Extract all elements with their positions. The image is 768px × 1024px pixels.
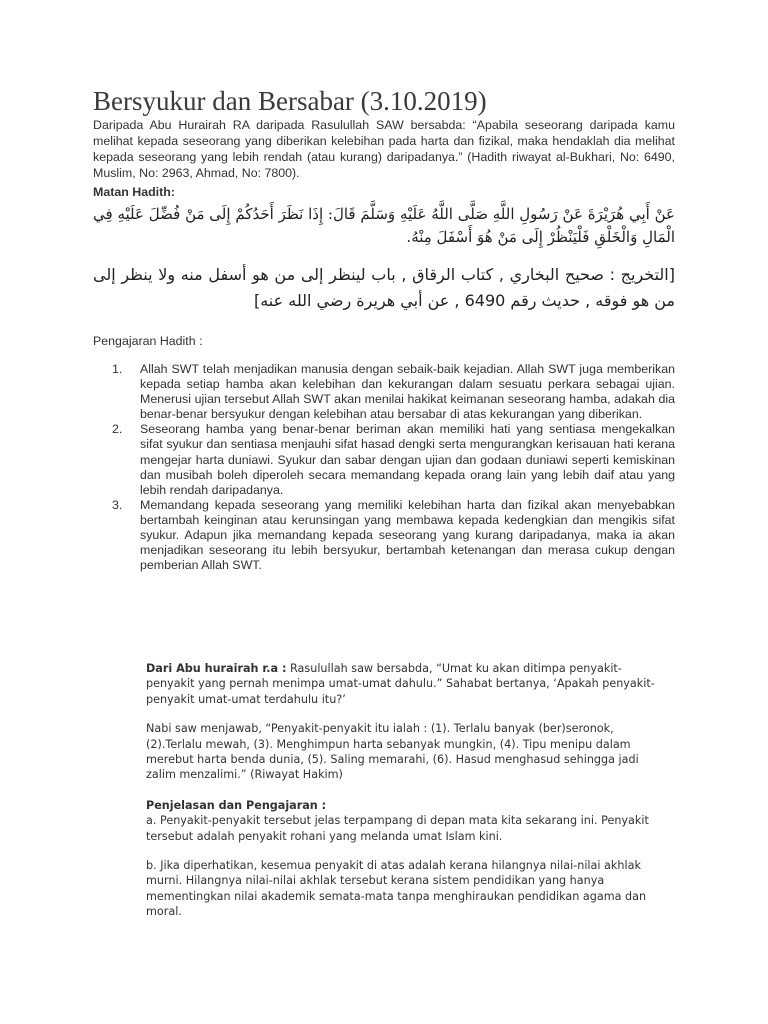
list-item-number: 2.: [112, 422, 123, 437]
arabic-hadith-text: عَنْ أَبِي هُرَيْرَةَ عَنْ رَسُولِ اللَّهِ صَلَّى اللَّهُ عَلَيْهِ وَسَلَّمَ قَالَ: إِذَا نَظَرَ أَحَدُكُمْ إِلَى مَنْ فُضِّلَ عَلَيْهِ فِي الْمَالِ وَالْخَلْقِ فَلْيَنْظُرْ إِلَى مَنْ هُوَ أَسْفَلَ مِنْهُ.: [93, 205, 675, 246]
list-item: [112, 362, 675, 422]
point-b-paragraph: b. Jika diperhatikan, kesemua penyakit di atas adalah kerana hilangnya nilai-nilai akhlak murni. Hilangnya nilai-nilai akhlak tersebut kerana sistem pendidikan yang hanya mementingkan nilai akademik semata-mata tanpa menghiraukan pendidikan agama dan moral.: [146, 859, 647, 919]
penjelasan-heading: Penjelasan dan Pengajaran :: [146, 798, 327, 812]
list-item-text: Allah SWT telah menjadikan manusia dengan sebaik-baik kejadian. Allah SWT juga memberikan kepada setiap hamba akan kelebihan dan kekurangan dalam sesuatu perkara sebagai ujian. Menerusi ujian tersebut Allah SWT akan menilai hakikat keimanan seseorang hamba, adakah dia benar-benar bersyukur dengan kelebihan atau bersabar di atas kekurangan yang diberikan.: [140, 362, 675, 422]
second-hadith-section: [146, 661, 666, 920]
list-item-number: 1.: [112, 362, 123, 376]
list-item-text: Seseorang hamba yang benar-benar beriman akan memiliki hati yang sentiasa mengekalkan sifat syukur dan sentiasa menjauhi sifat hasad dengki serta mengurangkan kerisauan hati kerana mengejar harta duniawi. Syukur dan sabar dengan ujian dan godaan duniawi seperti kemiskinan dan musibah boleh diperoleh secara memandang kepada orang lain yang lebih daif atau yang lebih rendah daripadanya.: [140, 422, 675, 497]
list-item-number: 3.: [112, 497, 123, 512]
second-hadith-lead: [146, 661, 666, 707]
nabi-reply-paragraph: Nabi saw menjawab, “Penyakit-penyakit itu ialah : (1). Terlalu banyak (ber)seronok, (2).Terlalu mewah, (3). Menghimpun harta sebanyak mungkin, (4). Tipu menipu dalam merebut harta benda dunia, (5). Saling memarahi, (6). Hasud menghasud sehingga jadi zalim menzalimi.” (Riwayat Hakim): [146, 722, 639, 782]
document-title: Bersyukur dan Bersabar (3.10.2019): [93, 86, 487, 116]
arabic-takhrij-text: [التخريج : صحيح البخاري , كتاب الرقاق , باب لينظر إلى من هو أسفل منه ولا ينظر إلى من هو فوقه , حديث رقم 6490 , عن أبي هريرة رضي الله عنه]: [93, 265, 675, 310]
pengajaran-list: [112, 362, 675, 573]
narrator-label: Dari Abu hurairah r.a :: [146, 662, 287, 675]
hadith-lead-text: Rasulullah saw bersabda, “Umat ku akan ditimpa penyakit-penyakit yang pernah menimpa umat-umat dahulu.” Sahabat bertanya, ‘Apakah penyakit-penyakit umat-umat terdahulu itu?’: [146, 662, 655, 706]
matan-hadith-heading: Matan Hadith:: [93, 185, 175, 199]
list-item: [112, 422, 675, 497]
point-a-paragraph: a. Penyakit-penyakit tersebut jelas terpampang di depan mata kita sekarang ini. Penyakit tersebut adalah penyakit rohani yang melanda umat Islam kini.: [146, 814, 649, 843]
list-item: [112, 498, 675, 573]
list-item-text: Memandang kepada seseorang yang memiliki kelebihan harta dan fizikal akan menyebabkan bertambah keinginan atau kerunsingan yang membawa kepada kedengkian dan mengikis sifat syukur. Adapun jika memandang kepada seseorang yang kurang daripadanya, maka ia akan menjadikan seseorang itu lebih bersyukur, bertambah ketenangan dan merasa cukup dengan pemberian Allah SWT.: [140, 497, 675, 573]
intro-paragraph: Daripada Abu Hurairah RA daripada Rasulullah SAW bersabda: “Apabila seseorang daripada kamu melihat kepada seseorang yang diberikan kelebihan pada harta dan fizikal, maka hendaklah dia melihat kepada seseorang yang lebih rendah (atau kurang) daripadanya.” (Hadith riwayat al-Bukhari, No: 6490, Muslim, No: 2963, Ahmad, No: 7800).: [93, 118, 675, 180]
pengajaran-hadith-heading: Pengajaran Hadith :: [93, 334, 203, 348]
